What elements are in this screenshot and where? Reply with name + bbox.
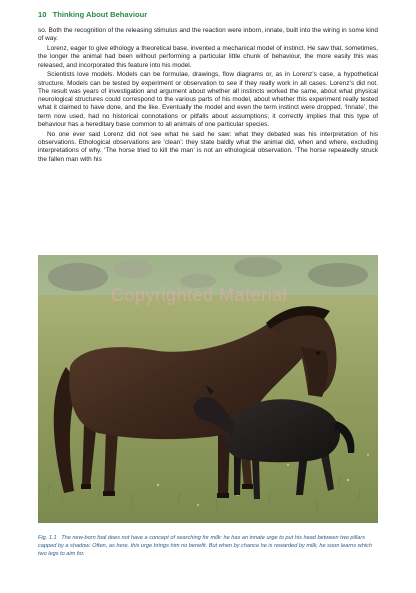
caption-label: Fig. 1.1 [38, 535, 57, 541]
chapter-title: Thinking About Behaviour [52, 10, 148, 19]
paragraph: Scientists love models. Models can be formulae, drawings, flow diagrams or, as in Lorenz’s case, a hypothetical structure. Models can be tested by experiment or observation to see if they really work in all cases. Lorenz’s did not. The result was years of investigation and argument about whether all instincts worked the same, about what physical neurological structures could correspond to the various parts of his model, about whether this experiment really tested what it claimed to have done, and the like. Eventually the model and even the term instinct were dropped. ‘Innate’, the term now used, had no historical connotations or pitfalls about assumptions; it correctly implies that this type of behaviour has a hereditary base common to all animals of one particular species. [38, 71, 378, 128]
page-number: 10 [38, 10, 47, 19]
body-text [38, 27, 378, 165]
caption-text: The new-born foal does not have a concept of searching for milk: he has an innate urge to put his head between two pillars capped by a shadow. Often, as here, this urge brings him no benefit. But when by chance he is rewarded by milk, he soon learns which two legs to aim for. [38, 535, 372, 557]
running-head [38, 10, 378, 20]
figure-caption [38, 534, 378, 558]
paragraph: No one ever said Lorenz did not see what he said he saw: what they debated was his interpretation of his observations. Ethological observations are ‘clean’: they state baldly what the animal did, when and where, excluding interpretations of why. ‘The horse tried to kill the man’ is not an ethological observation. ‘The horse repeatedly struck the fallen man with his [38, 130, 378, 163]
figure-photo [38, 255, 378, 523]
paragraph: so. Both the recognition of the releasing stimulus and the reaction were inborn, innate, built into the wiring in some kind of way. [38, 27, 378, 43]
paragraph: Lorenz, eager to give ethology a theoretical base, invented a mechanical model of instinct. He saw that, sometimes, the longer the animal had been without performing a particular little chunk of behaviour, the more easily this was released, and incorporated this feature into his model. [38, 45, 378, 69]
copyright-watermark: Copyrighted Material [111, 285, 288, 305]
